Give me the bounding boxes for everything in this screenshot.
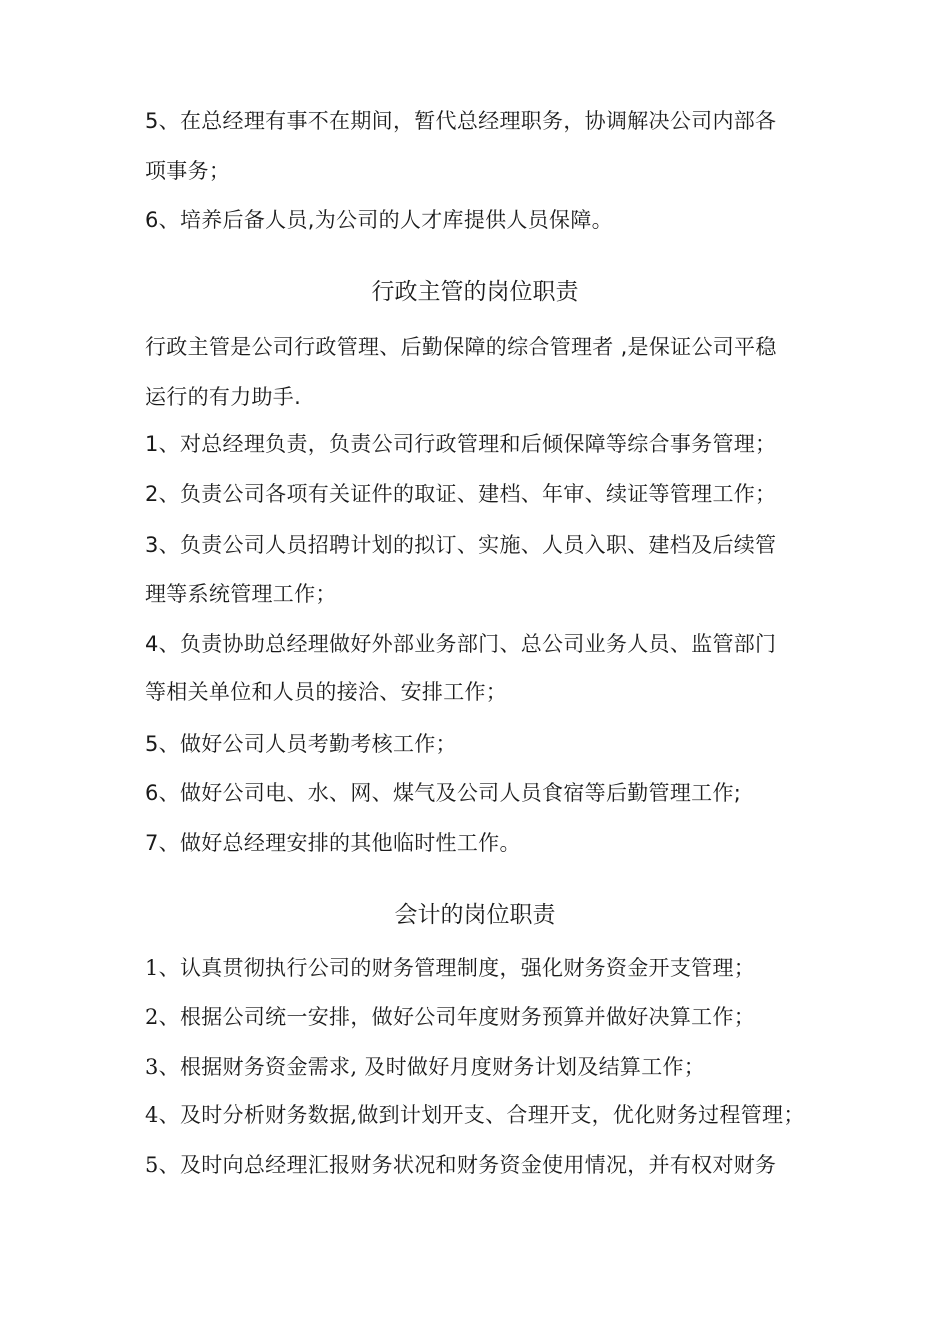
section-title-admin: 行政主管的岗位职责 <box>371 279 579 305</box>
list-item: 4、及时分析财务数据,做到计划开支、合理开支，优化财务过程管理； <box>145 1103 805 1127</box>
paragraph-line: 5、在总经理有事不在期间，暂代总经理职务，协调解决公司内部各 <box>145 109 777 133</box>
list-item: 2、根据公司统一安排，做好公司年度财务预算并做好决算工作； <box>145 1005 756 1029</box>
section-title-accounting: 会计的岗位职责 <box>394 902 556 928</box>
paragraph-line: 项事务； <box>145 159 231 183</box>
list-item: 等相关单位和人员的接洽、安排工作； <box>145 680 508 704</box>
list-item: 7、做好总经理安排的其他临时性工作。 <box>145 831 521 855</box>
list-item: 3、负责公司人员招聘计划的拟订、实施、人员入职、建档及后续管 <box>145 533 777 557</box>
list-item: 理等系统管理工作； <box>145 582 337 606</box>
list-item: 6、做好公司电、水、网、煤气及公司人员食宿等后勤管理工作; <box>145 781 742 805</box>
intro-line: 运行的有力助手. <box>145 385 302 409</box>
list-item: 1、认真贯彻执行公司的财务管理制度，强化财务资金开支管理； <box>145 956 756 980</box>
intro-line: 行政主管是公司行政管理、后勤保障的综合管理者 ,是保证公司平稳 <box>145 335 777 359</box>
list-item: 5、及时向总经理汇报财务状况和财务资金使用情况，并有权对财务 <box>145 1153 777 1177</box>
list-item: 1、对总经理负责，负责公司行政管理和后倾保障等综合事务管理； <box>145 432 777 456</box>
paragraph-line: 6、培养后备人员,为公司的人才库提供人员保障。 <box>145 208 613 232</box>
list-item: 2、负责公司各项有关证件的取证、建档、年审、续证等管理工作； <box>145 482 777 506</box>
list-item: 3、根据财务资金需求, 及时做好月度财务计划及结算工作； <box>145 1055 706 1079</box>
list-item: 5、做好公司人员考勤考核工作； <box>145 732 457 756</box>
list-item: 4、负责协助总经理做好外部业务部门、总公司业务人员、监管部门 <box>145 632 777 656</box>
